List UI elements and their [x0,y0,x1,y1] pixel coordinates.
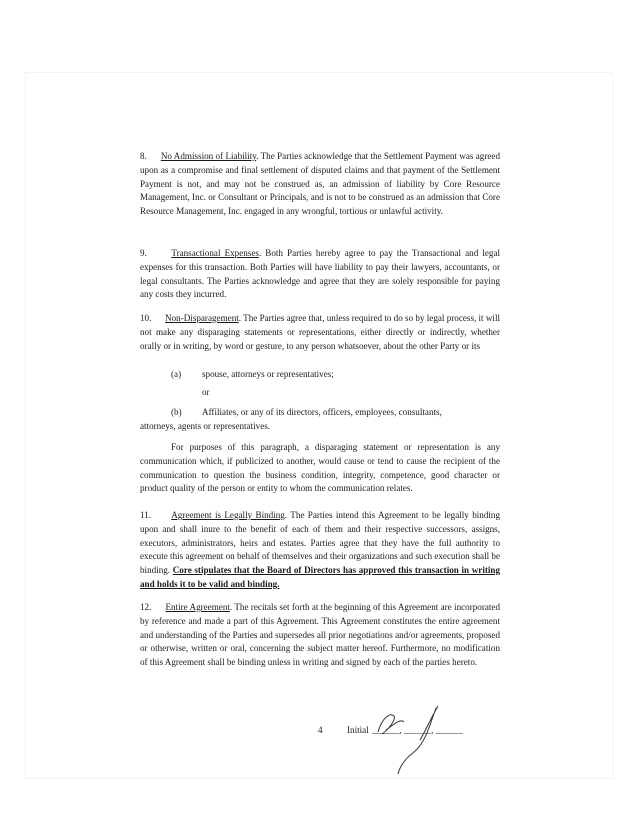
paragraph-12 [140,601,500,670]
p10-or: or [202,387,210,397]
p10-b-label: (b) [171,407,182,417]
paragraph-10 [140,312,500,353]
p11-text: . The Parties intend this Agreement to be legally binding upon and shall inure to the benefit of each of them and their respective successors, assigns, executors, administrators, heirs and estates. Parties agree that they have the full authority to execute this agreement on behalf of themselves and their organizations and such execution shall be binding. [140,510,500,576]
p10-a-text: spouse, attorneys or representatives; [202,369,334,379]
p10-number: 10. [140,313,152,323]
initials-blanks: ______, ______, ______ [372,725,463,735]
handwritten-initials [360,700,470,780]
initials-label: Initial [347,725,369,735]
p11-stipulation: Core stipulates that the Board of Directors has approved this transaction in writing and holds it to be valid and binding. [140,565,501,589]
p9-title: Transactional Expenses [171,248,259,258]
p12-title: Entire Agreement [165,602,230,612]
p11-title: Agreement is Legally Binding [171,510,285,520]
p11-number: 11. [140,510,152,520]
p10-a-label: (a) [171,369,182,379]
p8-title: No Admission of Liability [160,151,257,161]
paragraph-8 [140,150,500,219]
paragraph-9 [140,247,500,302]
p8-text: . The Parties acknowledge that the Settlement Payment was agreed upon as a compromise and final settlement of disputed claims and that payment of the Settlement Payment is not, and may not be construed as, an admission of liability by Core Resource Management, Inc. or Consultant or Principals, and is not to be construed as an admission that Core Resource Management, Inc. engaged in any wrongful, tortious or unlawful activity. [140,151,501,217]
p8-number: 8. [140,151,147,161]
p10-b-text2: attorneys, agents or representatives. [140,421,271,431]
p9-text: . Both Parties hereby agree to pay the Transactional and legal expenses for this transaction. Both Parties will have liability to pay their lawyers, accountants, or legal consultants. The Parties acknowledge and agree that they are solely responsible for paying any costs they incurred. [140,248,501,300]
p10-definition: For purposes of this paragraph, a disparaging statement or representation is any communication which, if publicized to another, would cause or tend to cause the recipient of the communication to question the business condition, integrity, competence, good character or product quality of the person or entity to whom the communication relates. [140,442,500,494]
page-number: 4 [318,725,323,735]
p12-number: 12. [140,602,152,612]
p10-b-text: Affiliates, or any of its directors, officers, employees, consultants, [202,407,442,417]
paragraph-11 [140,509,500,592]
p10-title: Non-Disparagement [165,313,239,323]
p9-number: 9. [140,248,147,258]
p12-text: . The recitals set forth at the beginning of this Agreement are incorporated by reference and made a part of this Agreement. This Agreement constitutes the entire agreement and understanding of the Parties and supersedes all prior negotiations and/or agreements, proposed or otherwise, written or oral, concerning the subject matter hereof. Furthermore, no modification of this Agreement shall be binding unless in writing and signed by each of the parties hereto. [140,602,501,668]
p10-text: . The Parties agree that, unless required to do so by legal process, it will not make any disparaging statements or representations, either directly or indirectly, whether orally or in writing, by word or gesture, to any person whatsoever, about the other Party or its [140,313,501,351]
